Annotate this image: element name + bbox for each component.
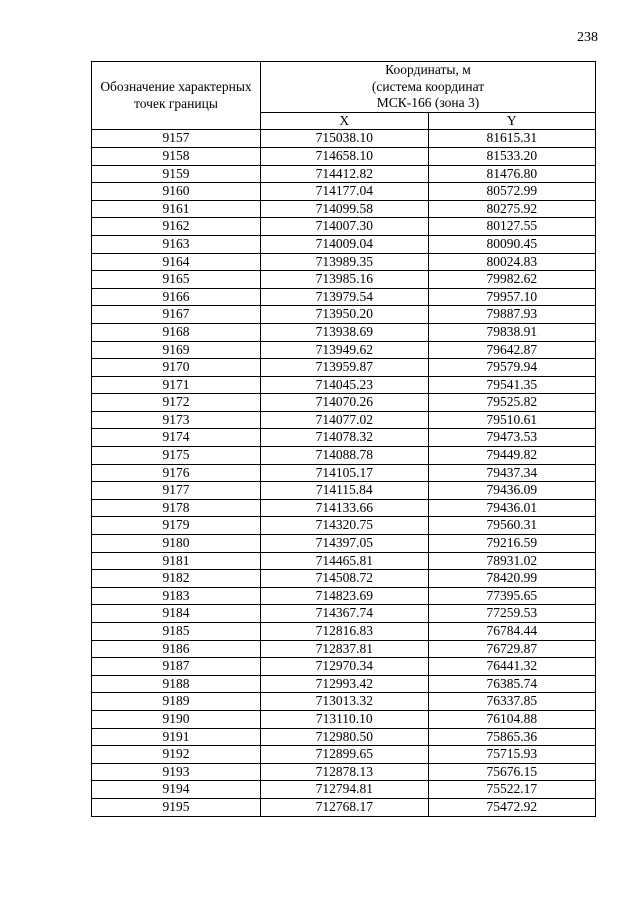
- x-cell: 714367.74: [261, 605, 429, 623]
- y-cell: 75715.93: [428, 746, 596, 764]
- point-id-cell: 9157: [92, 130, 261, 148]
- table-row: [92, 763, 596, 781]
- table-body: [92, 130, 596, 816]
- header-y: Y: [428, 112, 596, 130]
- table-row: [92, 728, 596, 746]
- header-coordinates-line3: МСК-166 (зона 3): [376, 95, 480, 111]
- x-cell: 713949.62: [261, 341, 429, 359]
- point-id-cell: 9181: [92, 552, 261, 570]
- x-cell: 713989.35: [261, 253, 429, 271]
- x-cell: 714133.66: [261, 499, 429, 517]
- table-header: [92, 62, 596, 130]
- point-id-cell: 9174: [92, 429, 261, 447]
- y-cell: 79525.82: [428, 394, 596, 412]
- point-id-cell: 9186: [92, 640, 261, 658]
- table-row: [92, 253, 596, 271]
- y-cell: 79560.31: [428, 517, 596, 535]
- header-coordinates: [261, 62, 596, 113]
- x-cell: 713950.20: [261, 306, 429, 324]
- y-cell: 79216.59: [428, 535, 596, 553]
- y-cell: 79982.62: [428, 271, 596, 289]
- point-id-cell: 9190: [92, 710, 261, 728]
- y-cell: 75472.92: [428, 798, 596, 816]
- table-row: [92, 798, 596, 816]
- table-row: [92, 535, 596, 553]
- y-cell: 78931.02: [428, 552, 596, 570]
- coordinates-table: [91, 61, 596, 817]
- y-cell: 78420.99: [428, 570, 596, 588]
- x-cell: 714658.10: [261, 147, 429, 165]
- x-cell: 713938.69: [261, 323, 429, 341]
- point-id-cell: 9161: [92, 200, 261, 218]
- y-cell: 79510.61: [428, 411, 596, 429]
- y-cell: 81533.20: [428, 147, 596, 165]
- table-row: [92, 710, 596, 728]
- y-cell: 75676.15: [428, 763, 596, 781]
- y-cell: 76441.32: [428, 658, 596, 676]
- y-cell: 79887.93: [428, 306, 596, 324]
- x-cell: 713985.16: [261, 271, 429, 289]
- y-cell: 79541.35: [428, 376, 596, 394]
- x-cell: 712899.65: [261, 746, 429, 764]
- table-row: [92, 429, 596, 447]
- y-cell: 80024.83: [428, 253, 596, 271]
- y-cell: 81476.80: [428, 165, 596, 183]
- point-id-cell: 9177: [92, 482, 261, 500]
- table-row: [92, 235, 596, 253]
- y-cell: 80127.55: [428, 218, 596, 236]
- table-row: [92, 306, 596, 324]
- point-id-cell: 9178: [92, 499, 261, 517]
- x-cell: 714823.69: [261, 587, 429, 605]
- y-cell: 75865.36: [428, 728, 596, 746]
- x-cell: 712878.13: [261, 763, 429, 781]
- table-row: [92, 587, 596, 605]
- table-row: [92, 323, 596, 341]
- table-row: [92, 781, 596, 799]
- x-cell: 714397.05: [261, 535, 429, 553]
- x-cell: 712837.81: [261, 640, 429, 658]
- point-id-cell: 9165: [92, 271, 261, 289]
- point-id-cell: 9166: [92, 288, 261, 306]
- point-id-cell: 9193: [92, 763, 261, 781]
- y-cell: 79437.34: [428, 464, 596, 482]
- table-row: [92, 552, 596, 570]
- table-row: [92, 411, 596, 429]
- point-id-cell: 9182: [92, 570, 261, 588]
- table-row: [92, 183, 596, 201]
- table-row: [92, 147, 596, 165]
- x-cell: 713959.87: [261, 359, 429, 377]
- point-id-cell: 9169: [92, 341, 261, 359]
- x-cell: 712816.83: [261, 623, 429, 641]
- point-id-cell: 9194: [92, 781, 261, 799]
- table-row: [92, 675, 596, 693]
- point-id-cell: 9168: [92, 323, 261, 341]
- y-cell: 77259.53: [428, 605, 596, 623]
- point-id-cell: 9159: [92, 165, 261, 183]
- x-cell: 714045.23: [261, 376, 429, 394]
- x-cell: 714077.02: [261, 411, 429, 429]
- y-cell: 76104.88: [428, 710, 596, 728]
- y-cell: 76784.44: [428, 623, 596, 641]
- point-id-cell: 9176: [92, 464, 261, 482]
- y-cell: 79838.91: [428, 323, 596, 341]
- point-id-cell: 9163: [92, 235, 261, 253]
- table-row: [92, 605, 596, 623]
- x-cell: 714088.78: [261, 447, 429, 465]
- y-cell: 79436.01: [428, 499, 596, 517]
- y-cell: 81615.31: [428, 130, 596, 148]
- y-cell: 80275.92: [428, 200, 596, 218]
- y-cell: 77395.65: [428, 587, 596, 605]
- table-row: [92, 359, 596, 377]
- table-row: [92, 640, 596, 658]
- point-id-cell: 9185: [92, 623, 261, 641]
- point-id-cell: 9172: [92, 394, 261, 412]
- table-row: [92, 341, 596, 359]
- point-id-cell: 9175: [92, 447, 261, 465]
- y-cell: 76385.74: [428, 675, 596, 693]
- y-cell: 79957.10: [428, 288, 596, 306]
- x-cell: 714105.17: [261, 464, 429, 482]
- table-row: [92, 658, 596, 676]
- table-row: [92, 623, 596, 641]
- x-cell: 712768.17: [261, 798, 429, 816]
- y-cell: 79449.82: [428, 447, 596, 465]
- x-cell: 714412.82: [261, 165, 429, 183]
- table-row: [92, 746, 596, 764]
- table-row: [92, 499, 596, 517]
- x-cell: 713979.54: [261, 288, 429, 306]
- y-cell: 80090.45: [428, 235, 596, 253]
- point-id-cell: 9160: [92, 183, 261, 201]
- table-row: [92, 288, 596, 306]
- x-cell: 714177.04: [261, 183, 429, 201]
- y-cell: 79473.53: [428, 429, 596, 447]
- table-row: [92, 130, 596, 148]
- point-id-cell: 9188: [92, 675, 261, 693]
- y-cell: 76337.85: [428, 693, 596, 711]
- x-cell: 713013.32: [261, 693, 429, 711]
- point-id-cell: 9171: [92, 376, 261, 394]
- point-id-cell: 9162: [92, 218, 261, 236]
- x-cell: 714007.30: [261, 218, 429, 236]
- y-cell: 79436.09: [428, 482, 596, 500]
- x-cell: 714115.84: [261, 482, 429, 500]
- x-cell: 712794.81: [261, 781, 429, 799]
- x-cell: 714320.75: [261, 517, 429, 535]
- x-cell: 712993.42: [261, 675, 429, 693]
- point-id-cell: 9173: [92, 411, 261, 429]
- point-id-cell: 9164: [92, 253, 261, 271]
- point-id-cell: 9187: [92, 658, 261, 676]
- point-id-cell: 9183: [92, 587, 261, 605]
- header-designation: Обозначение характерных точек границы: [92, 62, 261, 130]
- table-row: [92, 218, 596, 236]
- x-cell: 714070.26: [261, 394, 429, 412]
- x-cell: 714508.72: [261, 570, 429, 588]
- table-row: [92, 394, 596, 412]
- y-cell: 75522.17: [428, 781, 596, 799]
- table-row: [92, 447, 596, 465]
- point-id-cell: 9191: [92, 728, 261, 746]
- header-x: X: [261, 112, 429, 130]
- y-cell: 79579.94: [428, 359, 596, 377]
- x-cell: 714078.32: [261, 429, 429, 447]
- table-row: [92, 165, 596, 183]
- x-cell: 712970.34: [261, 658, 429, 676]
- point-id-cell: 9195: [92, 798, 261, 816]
- table-row: [92, 200, 596, 218]
- table-row: [92, 693, 596, 711]
- point-id-cell: 9158: [92, 147, 261, 165]
- y-cell: 79642.87: [428, 341, 596, 359]
- table-row: [92, 570, 596, 588]
- point-id-cell: 9170: [92, 359, 261, 377]
- table-row: [92, 482, 596, 500]
- y-cell: 80572.99: [428, 183, 596, 201]
- table-row: [92, 464, 596, 482]
- x-cell: 714009.04: [261, 235, 429, 253]
- table-row: [92, 376, 596, 394]
- y-cell: 76729.87: [428, 640, 596, 658]
- point-id-cell: 9189: [92, 693, 261, 711]
- header-coordinates-line2: (система координат: [371, 78, 485, 94]
- point-id-cell: 9184: [92, 605, 261, 623]
- point-id-cell: 9192: [92, 746, 261, 764]
- x-cell: 714099.58: [261, 200, 429, 218]
- point-id-cell: 9179: [92, 517, 261, 535]
- header-coordinates-line1: Координаты, м: [385, 62, 471, 77]
- table-row: [92, 271, 596, 289]
- x-cell: 715038.10: [261, 130, 429, 148]
- page-number: 238: [577, 30, 598, 45]
- x-cell: 712980.50: [261, 728, 429, 746]
- x-cell: 714465.81: [261, 552, 429, 570]
- x-cell: 713110.10: [261, 710, 429, 728]
- table-row: [92, 517, 596, 535]
- point-id-cell: 9180: [92, 535, 261, 553]
- point-id-cell: 9167: [92, 306, 261, 324]
